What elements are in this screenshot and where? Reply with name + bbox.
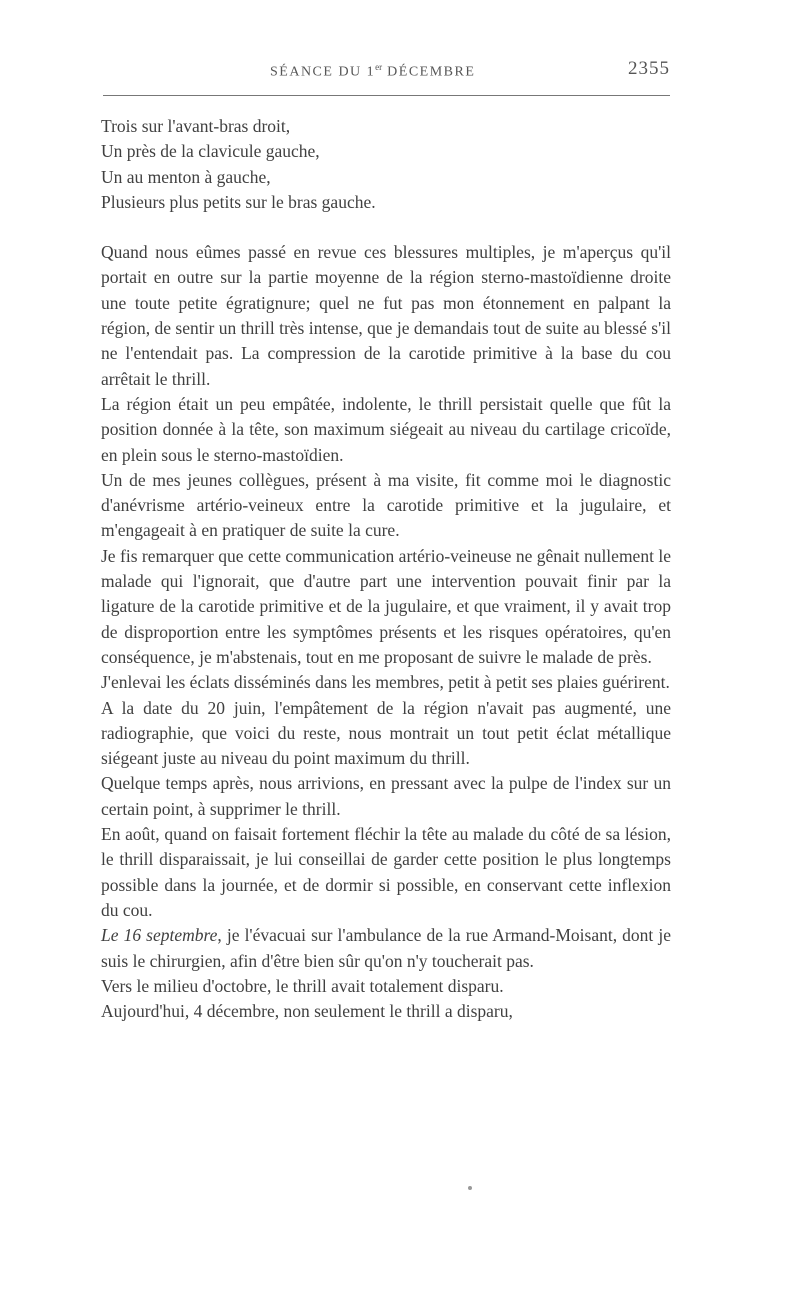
paragraph: Quand nous eûmes passé en revue ces blessures multiples, je m'aperçus qu'il portait en outre sur la partie moyenne de la région sterno-mastoïdienne droite une toute petite égratignure; quel ne fut pas mon étonnement en palpant la région, de sentir un thrill très intense, que je demandais tout de suite au blessé s'il ne l'entendait pas. La compression de la carotide primitive à la base du cou arrêtait le thrill. <box>101 242 671 389</box>
paragraph: Je fis remarquer que cette communication artério-veineuse ne gênait nullement le malade qui l'ignorait, que d'autre part une intervention pouvait finir par la ligature de la carotide primitive et de la jugulaire, et que vraiment, il y avait trop de disproportion entre les symptômes présents et les risques opératoires, qu'en conséquence, je m'abstenais, tout en me proposant de suivre le malade de près. <box>101 545 671 667</box>
header-title-month: DÉCEMBRE <box>382 64 476 80</box>
paragraph: Vers le milieu d'octobre, le thrill avait totalement disparu. <box>101 975 504 996</box>
header-title <box>270 62 475 81</box>
verse-line: Un au menton à gauche, <box>101 166 271 187</box>
paragraph: J'enlevai les éclats disséminés dans les membres, petit à petit ses plaies guérirent. <box>101 672 670 693</box>
verse-line: Un près de la clavicule gauche, <box>101 141 320 162</box>
page-number: 2355 <box>628 58 670 79</box>
paragraph-text: , je l'évacuai sur l'ambulance de la rue Armand-Moisant, dont je suis le chirurgien, afin d'être bien sûr qu'on n'y toucherait pas. <box>101 925 671 971</box>
paragraph: En août, quand on faisait fortement fléchir la tête au malade du côté de sa lésion, le thrill disparaissait, je lui conseillai de garder cette position le plus longtemps possible dans la journée, et de dormir si possible, en conservant cette inflexion du cou. <box>101 824 671 920</box>
paragraph: Aujourd'hui, 4 décembre, non seulement le thrill a disparu, <box>101 1001 513 1022</box>
verse-list <box>101 114 671 215</box>
running-header <box>0 58 800 88</box>
verse-line: Plusieurs plus petits sur le bras gauche. <box>101 191 376 212</box>
paragraph: A la date du 20 juin, l'empâtement de la région n'avait pas augmenté, une radiographie, que voici du reste, nous montrait un tout petit éclat métallique siégeant juste au niveau du point maximum du thrill. <box>101 697 671 769</box>
header-title-superscript: er <box>375 62 383 72</box>
page-mark-dot <box>468 1186 472 1190</box>
header-title-text: SÉANCE DU 1 <box>270 64 376 80</box>
paragraph: Un de mes jeunes collègues, présent à ma visite, fit comme moi le diagnostic d'anévrisme artério-veineux entre la carotide primitive et la jugulaire, et m'engageait à en pratiquer de suite la cure. <box>101 469 671 541</box>
date-emphasis: Le 16 septembre <box>101 925 218 946</box>
paragraph: La région était un peu empâtée, indolente, le thrill persistait quelle que fût la position donnée à la tête, son maximum siégeait au niveau du cartilage cricoïde, en plein sous le sterno-mastoïdien. <box>101 393 671 465</box>
verse-line: Trois sur l'avant-bras droit, <box>101 116 291 136</box>
header-rule <box>103 95 670 96</box>
paragraph <box>101 923 671 974</box>
body-text <box>101 114 671 1024</box>
paragraph: Quelque temps après, nous arrivions, en pressant avec la pulpe de l'index sur un certain point, à supprimer le thrill. <box>101 773 671 819</box>
